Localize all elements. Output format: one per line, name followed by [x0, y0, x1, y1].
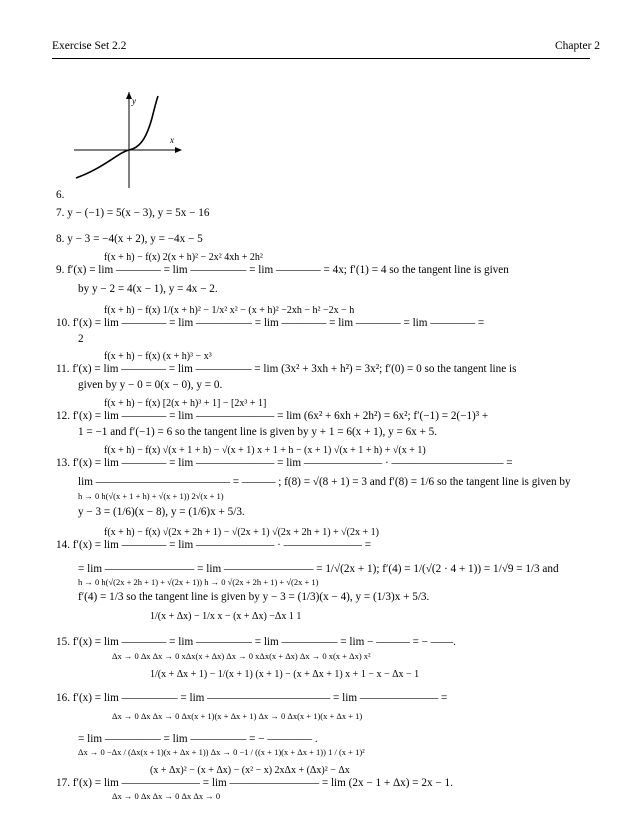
exercise-line-l15b: Δx → 0 Δx Δx → 0 xΔx(x + Δx) Δx → 0 xΔx(x + Δx) Δx → 0 x(x + Δx) x² — [112, 651, 371, 661]
exercise-line-l14c: h → 0 h(√(2x + 2h + 1) + √(2x + 1)) h → 0 √(2x + 2h + 1) + √(2x + 1) — [78, 577, 319, 587]
exercise-line-l14: 14. f′(x) = lim ———— = lim ——————— · ——————— = — [56, 539, 372, 551]
exercise-line-l14d: f′(4) = 1/3 so the tangent line is given by y − 3 = (1/3)(x − 4), y = (1/3)x + 5/3. — [78, 591, 430, 603]
running-header-right: Chapter 2 — [555, 40, 601, 52]
exercise-line-l12n: f(x + h) − f(x) [2(x + h)³ + 1] − [2x³ + 1] — [104, 398, 267, 409]
exercise-line-l9n: f(x + h) − f(x) 2(x + h)² − 2x² 4xh + 2h² — [104, 252, 263, 263]
exercise-line-l17b: Δx → 0 Δx Δx → 0 Δx Δx → 0 — [112, 791, 221, 801]
exercise-line-l16d: Δx → 0 −Δx / (Δx(x + 1)(x + Δx + 1)) Δx → 0 −1 / ((x + 1)(x + Δx + 1)) 1 / (x + 1)² — [78, 747, 365, 757]
x-axis-arrow — [175, 147, 182, 153]
exercise-line-l12: 12. f′(x) = lim ———— = lim ——————— = lim (6x² + 6xh + 2h²) = 6x²; f′(−1) = 2(−1)³ + — [56, 410, 489, 422]
exercise-line-l16c: = lim ————— = lim ————— = − ———— . — [78, 733, 318, 745]
exercise-line-l10: 10. f′(x) = lim ———— = lim ————— = lim ———— = lim ———— = lim ———— = — [56, 317, 485, 329]
exercise-line-l8: 8. y − 3 = −4(x + 2), y = −4x − 5 — [56, 233, 203, 245]
exercise-line-l13b: lim ———————————— = ——— ; f(8) = √(8 + 1) = 3 and f′(8) = 1/6 so the tangent line is given by — [78, 476, 571, 488]
exercise-line-l12b: 1 = −1 and f′(−1) = 6 so the tangent line is given by y + 1 = 6(x + 1), y = 6x + 5. — [78, 426, 438, 438]
header-rule — [52, 58, 590, 59]
exercise-line-l11: 11. f′(x) = lim ———— = lim ————— = lim (3x² + 3xh + h²) = 3x²; f′(0) = 0 so the tangent line is — [56, 363, 517, 375]
running-header-left: Exercise Set 2.2 — [52, 40, 127, 52]
y-axis-label: y — [132, 96, 136, 106]
exercise-line-l15: 15. f′(x) = lim ———— = lim ————— = lim ————— = lim − ——— = − ——. — [56, 636, 456, 648]
exercise-line-l11b: given by y − 0 = 0(x − 0), y = 0. — [78, 379, 223, 391]
exercise-line-l16: 16. f′(x) = lim ————— = lim ——————————— = lim ——————— = — [56, 692, 448, 704]
exercise-line-l6: 6. — [56, 189, 65, 201]
exercise-line-l17: 17. f′(x) = lim ——————— = lim ———————— = lim (2x − 1 + Δx) = 2x − 1. — [56, 777, 453, 789]
exercise-line-l14n: f(x + h) − f(x) √(2x + 2h + 1) − √(2x + 1) √(2x + 2h + 1) + √(2x + 1) — [104, 527, 379, 538]
exercise-line-l17n: (x + Δx)² − (x + Δx) − (x² − x) 2xΔx + (Δx)² − Δx — [150, 765, 350, 776]
exercise-line-l10n: f(x + h) − f(x) 1/(x + h)² − 1/x² x² − (x + h)² −2xh − h² −2x − h — [104, 305, 355, 316]
exercise-line-l9b: by y − 2 = 4(x − 1), y = 4x − 2. — [78, 283, 218, 295]
exercise-line-l15n: 1/(x + Δx) − 1/x x − (x + Δx) −Δx 1 1 — [150, 611, 302, 622]
exercise-line-l13: 13. f′(x) = lim ———— = lim ——————— = lim ——————— · —————————— = — [56, 457, 513, 469]
curve — [76, 96, 158, 178]
exercise-line-l10b: 2 — [78, 333, 84, 345]
exercise-line-l11n: f(x + h) − f(x) (x + h)³ − x³ — [104, 351, 212, 362]
exercise-line-l13c: h → 0 h(√(x + 1 + h) + √(x + 1)) 2√(x + 1) — [78, 491, 224, 501]
exercise-line-l13n: f(x + h) − f(x) √(x + 1 + h) − √(x + 1) x + 1 + h − (x + 1) √(x + 1 + h) + √(x + 1) — [104, 445, 426, 456]
exercise-line-l13d: y − 3 = (1/6)(x − 8), y = (1/6)x + 5/3. — [78, 506, 245, 518]
exercise-line-l16b: Δx → 0 Δx Δx → 0 Δx(x + 1)(x + Δx + 1) Δx → 0 Δx(x + 1)(x + Δx + 1) — [112, 711, 363, 721]
exercise-6-graph — [74, 90, 184, 190]
exercise-line-l9: 9. f′(x) = lim ———— = lim ————— = lim ———— = 4x; f′(1) = 4 so the tangent line is given — [56, 264, 509, 276]
x-axis-label: x — [170, 135, 174, 145]
exercise-line-l14b: = lim ———————— = lim ———————— = 1/√(2x + 1); f′(4) = 1/(√(2 · 4 + 1)) = 1/√9 = 1/3 and — [78, 563, 559, 575]
exercise-line-l7: 7. y − (−1) = 5(x − 3), y = 5x − 16 — [56, 207, 210, 219]
exercise-line-l16n: 1/(x + Δx + 1) − 1/(x + 1) (x + 1) − (x + Δx + 1) x + 1 − x − Δx − 1 — [150, 669, 420, 680]
